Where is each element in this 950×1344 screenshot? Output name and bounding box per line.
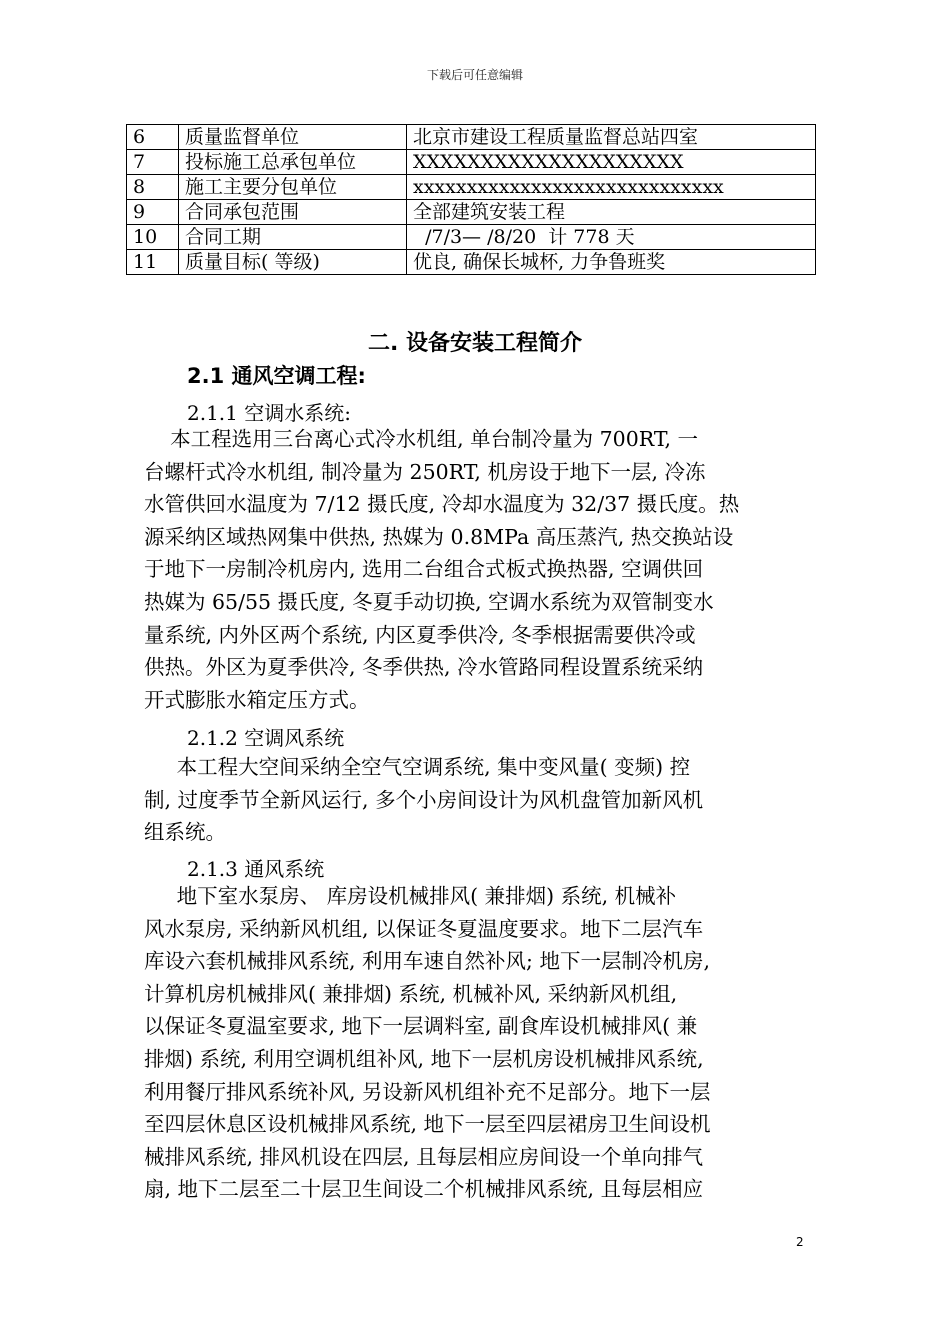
text-line: 计算机房机械排风( 兼排烟) 系统, 机械补风, 采纳新风机组, — [144, 981, 678, 1006]
text-line: 风水泵房, 采纳新风机组, 以保证冬夏温度要求。地下二层汽车 — [144, 916, 704, 941]
table-row — [127, 125, 816, 150]
table-row — [127, 225, 816, 250]
paragraph-2-1-3 — [144, 880, 812, 1206]
table-row — [127, 175, 816, 200]
text-line: 库设六套机械排风系统, 利用车速自然补风; 地下一层制冷机房, — [144, 949, 710, 974]
text-line: 械排风系统, 排风机设在四层, 且每层相应房间设一个单向排气 — [144, 1144, 704, 1169]
header-note: 下载后可任意编辑 — [426, 68, 523, 82]
text-line: 本工程大空间采纳全空气空调系统, 集中变风量( 变频) 控 — [144, 755, 691, 779]
text-line: 地下室水泵房、 库房设机械排风( 兼排烟) 系统, 机械补 — [144, 884, 677, 908]
row-label: 质量目标( 等级) — [179, 250, 407, 275]
text-line: 于地下一房制冷机房内, 选用二台组合式板式换热器, 空调供回 — [144, 557, 704, 582]
heading-2-1-1: 2.1.1 空调水系统: — [187, 401, 351, 425]
table-row — [127, 150, 816, 175]
table-row — [127, 250, 816, 275]
heading-2-1-3: 2.1.3 通风系统 — [187, 857, 325, 881]
row-value: xxxxxxxxxxxxxxxxxxxxxxxxxxxxx — [407, 175, 816, 200]
row-number: 6 — [127, 125, 179, 150]
text-line: 热媒为 65/55 摄氏度, 冬夏手动切换, 空调水系统为双管制变水 — [144, 589, 714, 614]
text-line: 扇, 地下二层至二十层卫生间设二个机械排风系统, 且每层相应 — [144, 1177, 704, 1202]
subsection-title: 2.1 通风空调工程: — [187, 364, 366, 388]
text-line: 台螺杆式冷水机组, 制冷量为 250RT, 机房设于地下一层, 冷冻 — [144, 459, 706, 484]
section-title: 二. 设备安装工程简介 — [367, 331, 583, 356]
row-label: 合同工期 — [179, 225, 407, 250]
text-line: 供热。外区为夏季供冷, 冬季供热, 冷水管路同程设置系统采纳 — [144, 655, 704, 680]
text-line: 利用餐厅排风系统补风, 另设新风机组补充不足部分。地下一层 — [144, 1079, 711, 1104]
table-row — [127, 200, 816, 225]
row-value: /7/3— /8/20 计 778 天 — [407, 225, 816, 250]
row-number: 9 — [127, 200, 179, 225]
row-value: 优良, 确保长城杯, 力争鲁班奖 — [407, 250, 816, 275]
row-value: 全部建筑安装工程 — [407, 200, 816, 225]
text-line: 本工程选用三台离心式冷水机组, 单台制冷量为 700RT, 一 — [144, 427, 699, 451]
row-number: 11 — [127, 250, 179, 275]
row-label: 投标施工总承包单位 — [179, 150, 407, 175]
row-number: 7 — [127, 150, 179, 175]
paragraph-2-1-2 — [144, 751, 812, 849]
paragraph-2-1-1 — [144, 423, 812, 716]
row-value: XXXXXXXXXXXXXXXXXXXX — [407, 150, 816, 175]
row-number: 8 — [127, 175, 179, 200]
text-line: 至四层休息区设机械排风系统, 地下一层至四层裙房卫生间设机 — [144, 1112, 711, 1137]
text-line: 以保证冬夏温室要求, 地下一层调料室, 副食库设机械排风( 兼 — [144, 1014, 698, 1039]
text-line: 制, 过度季节全新风运行, 多个小房间设计为风机盘管加新风机 — [144, 787, 704, 812]
text-line: 组系统。 — [144, 820, 226, 845]
row-value: 北京市建设工程质量监督总站四室 — [407, 125, 816, 150]
row-label: 施工主要分包单位 — [179, 175, 407, 200]
text-line: 量系统, 内外区两个系统, 内区夏季供冷, 冬季根据需要供冷或 — [144, 622, 696, 647]
project-info-table — [126, 124, 816, 275]
text-line: 源采纳区域热网集中供热, 热媒为 0.8MPa 高压蒸汽, 热交换站设 — [144, 524, 734, 549]
row-label: 质量监督单位 — [179, 125, 407, 150]
page-number: 2 — [796, 1235, 804, 1249]
text-line: 排烟) 系统, 利用空调机组补风, 地下一层机房设机械排风系统, — [144, 1046, 704, 1071]
heading-2-1-2: 2.1.2 空调风系统 — [187, 726, 345, 750]
text-line: 开式膨胀水箱定压方式。 — [144, 687, 370, 712]
row-label: 合同承包范围 — [179, 200, 407, 225]
text-line: 水管供回水温度为 7/12 摄氏度, 冷却水温度为 32/37 摄氏度。热 — [144, 492, 740, 517]
row-number: 10 — [127, 225, 179, 250]
